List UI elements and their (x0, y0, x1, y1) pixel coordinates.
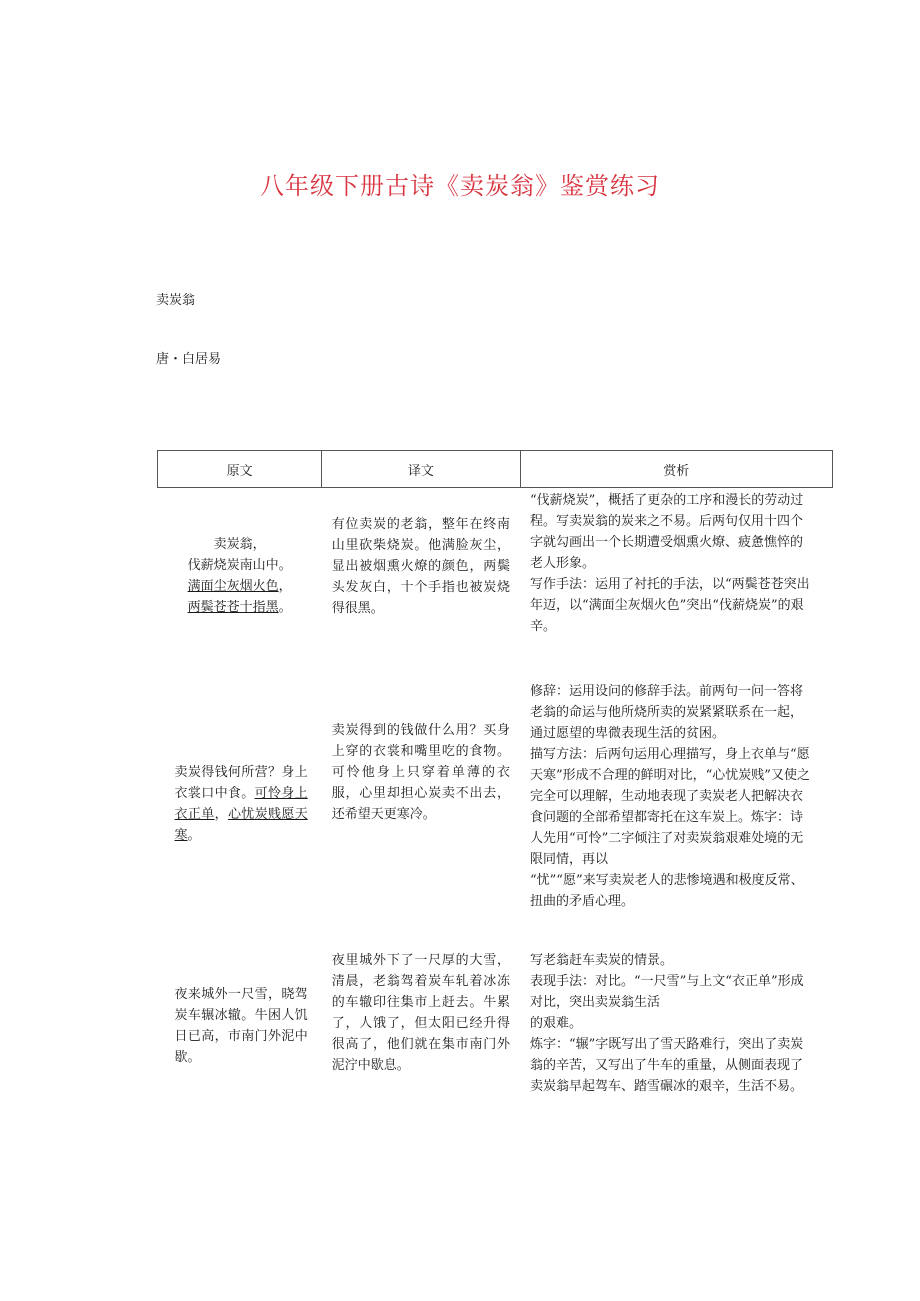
original-cell (158, 672, 322, 940)
analysis-line: “忧”“愿”来写卖炭老人的悲惨境遇和极度反常、扭曲的矛盾心理。 (530, 872, 804, 909)
analysis-text (520, 672, 832, 912)
analysis-cell (520, 672, 832, 940)
text-segment: ， (214, 806, 228, 822)
analysis-line: 写老翁赶车卖炭的情景。 (530, 952, 674, 968)
analysis-line: 写作手法：运用了衬托的手法，以“两鬓苍苍突出年迈，以“满面尘灰烟火色”突出“伐薪烧炭”的艰辛。 (530, 577, 810, 634)
text-segment: ， (278, 579, 292, 594)
original-text (158, 488, 322, 618)
text-segment: 。 (187, 827, 201, 843)
document-title: 八年级下册古诗《卖炭翁》鉴赏练习 (260, 172, 660, 200)
appreciation-table (157, 450, 833, 1160)
translation-cell (322, 672, 520, 940)
original-line (158, 597, 322, 618)
analysis-line: 修辞：运用设问的修辞手法。前两句一问一答将老翁的命运与他所烧所卖的炭紧紧联系在一起，通过愿望的卑微表现生活的贫困。 (530, 683, 804, 741)
analysis-text (520, 488, 832, 637)
translation-text: 卖炭得到的钱做什么用？买身上穿的衣裳和嘴里吃的食物。可怜他身上只穿着单薄的衣服，心里却担心炭卖不出去，还希望天更寒冷。 (331, 722, 511, 822)
analysis-line: 炼字：“辗”字既写出了雪天路难行，突出了卖炭翁的辛苦，又写出了牛车的重量，从侧面表现了卖炭翁早起驾车、踏雪碾冰的艰辛，生活不易。 (530, 1036, 804, 1094)
original-text (158, 940, 322, 1068)
original-text (158, 672, 322, 846)
analysis-line: 描写方法：后两句运用心理描写，身上衣单与“愿天寒”形成不合理的鲜明对比，“心忧炭贱”又使之完全可以理解，生动地表现了卖炭老人把解决衣食问题的全部希望都寄托在这车炭上。炼字：诗人先用“可怜”二字倾注了对卖炭翁艰难处境的无限同情，再以 (530, 746, 810, 867)
text-segment: 伐薪烧炭南山中。 (187, 558, 292, 573)
poem-author: 唐・白居易 (156, 352, 222, 367)
original-line (158, 534, 322, 555)
header-analysis: 赏析 (520, 451, 832, 488)
original-line (158, 555, 322, 576)
analysis-cell (520, 940, 832, 1160)
text-segment: 。 (278, 600, 292, 615)
original-line (158, 576, 322, 597)
translation-cell (322, 488, 520, 672)
translation-text: 夜里城外下了一尺厚的大雪，清晨，老翁驾着炭车轧着冰冻的车辙印往集市上赶去。牛累了，人饿了，但太阳已经升得很高了，他们就在集市南门外泥泞中歇息。 (331, 952, 511, 1073)
underlined-phrase: 可怜身上衣正单 (174, 785, 308, 822)
text-segment: 卖炭得钱何所营？身上衣裳口中食。 (174, 764, 308, 801)
table-row (158, 488, 833, 672)
analysis-cell (520, 488, 832, 672)
underlined-phrase: 两鬓苍苍十指黑 (187, 600, 279, 615)
table-row (158, 940, 833, 1160)
table-header-row (158, 451, 833, 488)
original-cell (158, 488, 322, 672)
original-cell (158, 940, 322, 1160)
header-original: 原文 (158, 451, 322, 488)
table-row (158, 672, 833, 940)
text-segment: 夜来城外一尺雪，晓驾炭车辗冰辙。牛困人饥日已高，市南门外泥中歇。 (174, 986, 308, 1065)
analysis-line: 的艰难。 (530, 1015, 583, 1031)
underlined-phrase: 心忧炭贱愿天寒 (174, 806, 308, 843)
analysis-line: “伐薪烧炭”，概括了更杂的工序和漫长的劳动过程。写卖炭翁的炭来之不易。后两句仅用十四个字就勾画出一个长期遭受烟熏火燎、疲惫憔悴的老人形象。 (530, 493, 804, 571)
translation-cell (322, 940, 520, 1160)
original-line (175, 762, 308, 846)
analysis-text (520, 940, 832, 1097)
text-segment: 卖炭翁， (213, 537, 266, 552)
underlined-phrase: 满面尘灰烟火色 (187, 579, 279, 594)
original-line (175, 984, 308, 1068)
header-translation: 译文 (322, 451, 520, 488)
poem-title: 卖炭翁 (156, 293, 196, 308)
translation-text: 有位卖炭的老翁，整年在终南山里砍柴烧炭。他满脸灰尘，显出被烟熏火燎的颜色，两鬓头发灰白，十个手指也被炭烧得很黑。 (331, 517, 511, 616)
analysis-line: 表现手法：对比。“一尺雪”与上文“衣正单”形成对比，突出卖炭翁生活 (530, 973, 804, 1010)
